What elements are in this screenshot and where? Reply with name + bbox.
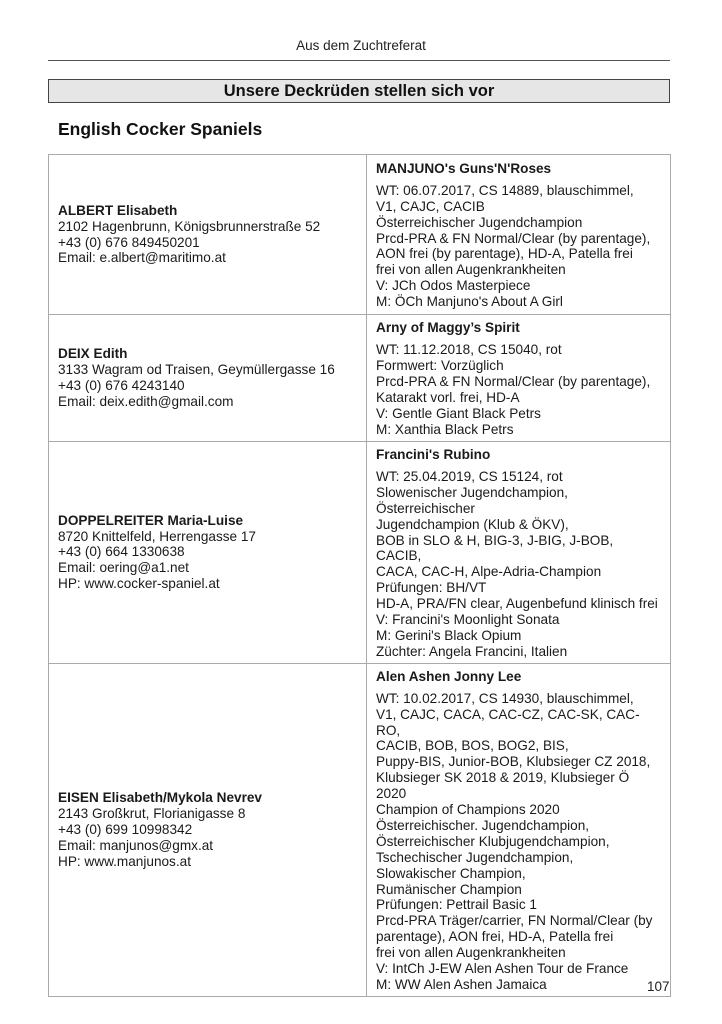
dog-detail-line: Katarakt vorl. frei, HD-A (376, 389, 520, 405)
dog-detail-line: CACA, CAC-H, Alpe-Adria-Champion (376, 564, 602, 580)
table-row (49, 315, 671, 442)
dog-detail-line: frei von allen Augenkrankheiten (376, 262, 566, 278)
owner-contact-line: 3133 Wagram od Traisen, Geymüllergasse 16 (58, 362, 335, 378)
dog-cell (367, 315, 671, 442)
dog-detail-line: V1, CAJC, CACIB (376, 198, 485, 214)
running-header: Aus dem Zuchtreferat (296, 38, 426, 53)
owner-contact-line: Email: deix.edith@gmail.com (58, 393, 234, 409)
dog-detail-line: V1, CAJC, CACA, CAC-CZ, CAC-SK, CAC-RO, (376, 706, 640, 738)
dog-detail-line: WT: 10.02.2017, CS 14930, blauschimmel, (376, 690, 634, 706)
dog-detail-line: M: Xanthia Black Petrs (376, 421, 514, 437)
owner-contact-line: HP: www.cocker-spaniel.at (58, 576, 220, 592)
dog-detail-line: V: IntCh J-EW Alen Ashen Tour de France (376, 961, 629, 977)
owner-cell (49, 315, 367, 442)
owner-contact-line: HP: www.manjunos.at (58, 853, 191, 869)
dog-detail-line: HD-A, PRA/FN clear, Augenbefund klinisch frei (376, 596, 658, 612)
dog-detail-line: M: WW Alen Ashen Jamaica (376, 977, 547, 992)
dog-detail-line: BOB in SLO & H, BIG-3, J-BIG, J-BOB, CACIB, (376, 532, 614, 564)
stud-dog-table-body (49, 155, 671, 997)
dog-cell (367, 155, 671, 315)
dog-name: Arny of Maggy’s Spirit (376, 320, 520, 336)
owner-name: EISEN Elisabeth/Mykola Nevrev (58, 790, 262, 806)
table-row (49, 155, 671, 315)
dog-detail-line: Österreichischer. Jugendchampion, (376, 817, 590, 833)
dog-detail-line: Prcd-PRA & FN Normal/Clear (by parentage), (376, 230, 651, 246)
dog-detail-line: Jugendchampion (Klub & ÖKV), (376, 516, 569, 532)
dog-detail-line: Prüfungen: BH/VT (376, 580, 487, 596)
dog-name: MANJUNO's Guns'N'Roses (376, 160, 552, 176)
owner-cell (49, 663, 367, 996)
dog-detail-line: Rumänischer Champion (376, 881, 522, 897)
dog-detail-line: Prcd-PRA & FN Normal/Clear (by parentage), (376, 374, 651, 390)
owner-contact-line: Email: e.albert@maritimo.at (58, 250, 226, 266)
owner-cell (49, 442, 367, 664)
dog-detail-line: Österreichischer Klubjugendchampion, (376, 833, 610, 849)
owner-contact-line: +43 (0) 699 10998342 (58, 821, 193, 837)
dog-cell (367, 442, 671, 664)
owner-cell (49, 155, 367, 315)
table-row (49, 442, 671, 664)
dog-detail-line: Formwert: Vorzüglich (376, 358, 504, 374)
dog-detail-line: Champion of Champions 2020 (376, 802, 560, 818)
dog-detail-line: Puppy-BIS, Junior-BOB, Klubsieger CZ 2018, (376, 754, 651, 770)
dog-cell (367, 663, 671, 996)
owner-contact-line: +43 (0) 664 1330638 (58, 544, 185, 560)
stud-dog-table (48, 154, 671, 997)
owner-contact-line: 2143 Großkrut, Florianigasse 8 (58, 805, 246, 821)
dog-detail-line: Prüfungen: Pettrail Basic 1 (376, 897, 537, 913)
owner-contact-line: Email: oering@a1.net (58, 560, 189, 576)
owner-contact-line: 2102 Hagenbrunn, Königsbrunnerstraße 52 (58, 218, 321, 234)
dog-detail-line: WT: 06.07.2017, CS 14889, blauschimmel, (376, 182, 634, 198)
dog-detail-line: Slowenischer Jugendchampion, Österreichischer (376, 484, 568, 516)
dog-detail-line: Züchter: Angela Francini, Italien (376, 643, 568, 659)
section-title: English Cocker Spaniels (58, 119, 263, 139)
dog-detail-line: frei von allen Augenkrankheiten (376, 945, 566, 961)
dog-detail-line: M: Gerini's Black Opium (376, 627, 522, 643)
dog-detail-line: Klubsieger SK 2018 & 2019, Klubsieger Ö 2020 (376, 770, 630, 802)
owner-name: ALBERT Elisabeth (58, 202, 178, 218)
owner-name: DEIX Edith (58, 346, 128, 362)
page-banner-title: Unsere Deckrüden stellen sich vor (48, 79, 670, 103)
dog-detail-line: Prcd-PRA Träger/carrier, FN Normal/Clear (by (376, 913, 653, 929)
dog-detail-line: CACIB, BOB, BOS, BOG2, BIS, (376, 738, 569, 754)
dog-detail-line: V: Francini's Moonlight Sonata (376, 612, 560, 628)
owner-contact-line: +43 (0) 676 849450201 (58, 234, 200, 250)
owner-contact-line: Email: manjunos@gmx.at (58, 837, 214, 853)
owner-contact-line: 8720 Knittelfeld, Herrengasse 17 (58, 528, 256, 544)
dog-name: Alen Ashen Jonny Lee (376, 668, 522, 684)
dog-detail-line: Österreichischer Jugendchampion (376, 214, 583, 230)
page-number: 107 (647, 979, 670, 994)
dog-detail-line: Slowakischer Champion, (376, 865, 526, 881)
dog-detail-line: AON frei (by parentage), HD-A, Patella frei (376, 246, 633, 262)
dog-detail-line: WT: 11.12.2018, CS 15040, rot (376, 342, 562, 358)
owner-name: DOPPELREITER Maria-Luise (58, 512, 244, 528)
dog-detail-line: V: JCh Odos Masterpiece (376, 278, 531, 294)
dog-detail-line: M: ÖCh Manjuno's About A Girl (376, 294, 563, 310)
table-row (49, 663, 671, 996)
dog-name: Francini's Rubino (376, 447, 491, 462)
owner-contact-line: +43 (0) 676 4243140 (58, 378, 185, 393)
dog-detail-line: WT: 25.04.2019, CS 15124, rot (376, 468, 563, 484)
header-divider (48, 60, 670, 61)
dog-detail-line: V: Gentle Giant Black Petrs (376, 405, 541, 421)
dog-detail-line: parentage), AON frei, HD-A, Patella frei (376, 929, 614, 945)
dog-detail-line: Tschechischer Jugendchampion, (376, 849, 574, 865)
